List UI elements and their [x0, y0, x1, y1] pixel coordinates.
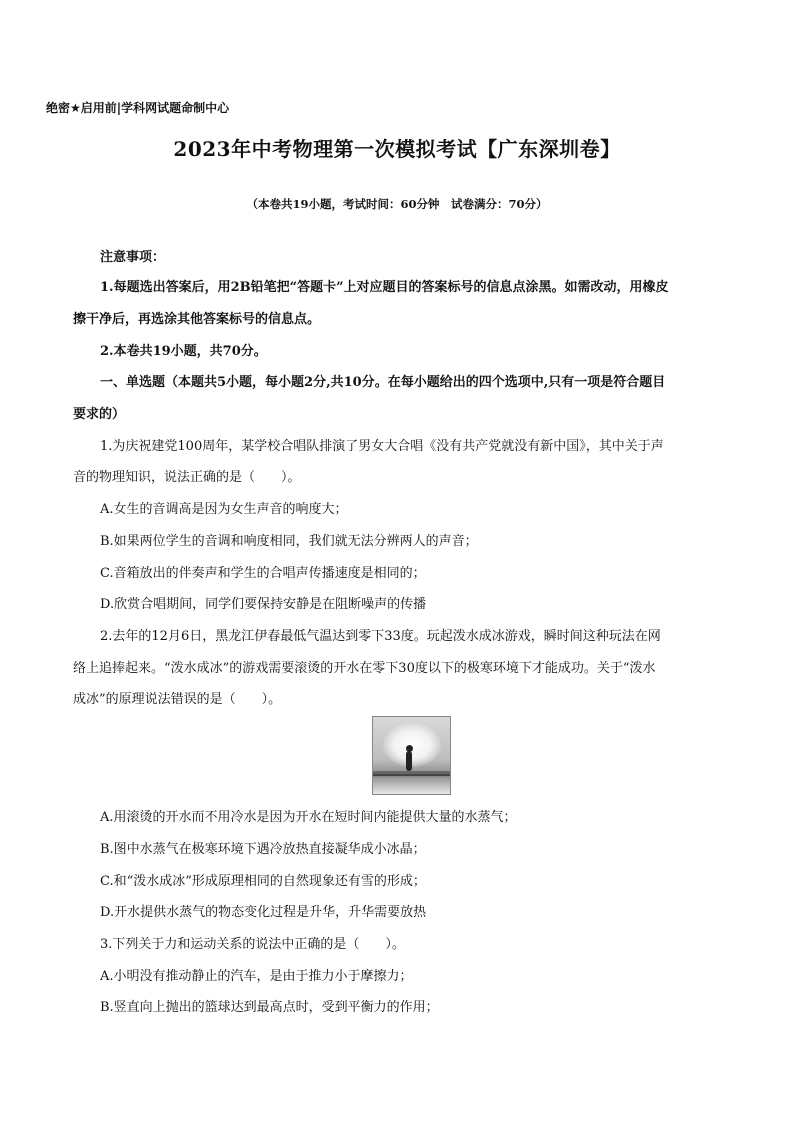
- photo-person: [406, 751, 412, 771]
- notice-heading: 注意事项：: [100, 250, 166, 265]
- q2-option-b: B.图中水蒸气在极寒环境下遇冷放热直接凝华成小冰晶；: [100, 842, 426, 857]
- q2-stem-line-1: 2.去年的12月6日，黑龙江伊春最低气温达到零下33度。玩起泼水成冰游戏，瞬时间这种玩法在网: [100, 629, 661, 644]
- q2-stem-line-2: 络上追捧起来。“泼水成冰”的游戏需要滚烫的开水在零下30度以下的极寒环境下才能成功。关于“泼水: [73, 661, 656, 676]
- confidential-header: 绝密★启用前|学科网试题命制中心: [46, 101, 230, 115]
- q1-stem-line-2: 音的物理知识，说法正确的是（ ）。: [73, 470, 301, 485]
- photo-mist: [383, 723, 441, 767]
- q2-option-d: D.开水提供水蒸气的物态变化过程是升华，升华需要放热: [100, 905, 427, 920]
- q1-stem-line-1: 1.为庆祝建党100周年，某学校合唱队排演了男女大合唱《没有共产党就没有新中国》，其中关于声: [100, 439, 664, 454]
- q1-option-b: B.如果两位学生的音调和响度相同，我们就无法分辨两人的声音；: [100, 534, 478, 549]
- q1-option-d: D.欣赏合唱期间，同学们要保持安静是在阻断噪声的传播: [100, 597, 427, 612]
- exam-subtitle: （本卷共19小题，考试时间：60分钟 试卷满分：70分）: [246, 197, 548, 211]
- photo-fence: [373, 774, 450, 776]
- notice-item-1-line-2: 擦干净后，再选涂其他答案标号的信息点。: [73, 312, 321, 327]
- q1-option-c: C.音箱放出的伴奏声和学生的合唱声传播速度是相同的；: [100, 566, 426, 581]
- q3-option-b: B.竖直向上抛出的篮球达到最高点时，受到平衡力的作用；: [100, 1000, 439, 1015]
- q1-option-a: A.女生的音调高是因为女生声音的响度大；: [100, 502, 348, 517]
- q2-option-a: A.用滚烫的开水而不用冷水是因为开水在短时间内能提供大量的水蒸气；: [100, 810, 517, 825]
- q3-stem: 3.下列关于力和运动关系的说法中正确的是（ ）。: [100, 937, 405, 952]
- q2-stem-line-3: 成冰”的原理说法错误的是（ ）。: [73, 692, 282, 707]
- exam-title: 2023年中考物理第一次模拟考试【广东深圳卷】: [173, 137, 621, 161]
- section-1-heading-line-1: 一、单选题（本题共5小题，每小题2分,共10分。在每小题给出的四个选项中,只有一项是符合题目: [100, 375, 666, 390]
- splash-water-photo: [372, 716, 451, 795]
- notice-item-2: 2.本卷共19小题，共70分。: [100, 344, 267, 359]
- q2-option-c: C.和“泼水成冰”形成原理相同的自然现象还有雪的形成；: [100, 874, 426, 889]
- notice-item-1-line-1: 1.每题选出答案后，用2B铅笔把“答题卡”上对应题目的答案标号的信息点涂黑。如需改动，用橡皮: [100, 280, 669, 295]
- q3-option-a: A.小明没有推动静止的汽车，是由于推力小于摩擦力；: [100, 969, 413, 984]
- section-1-heading-line-2: 要求的）: [73, 407, 126, 422]
